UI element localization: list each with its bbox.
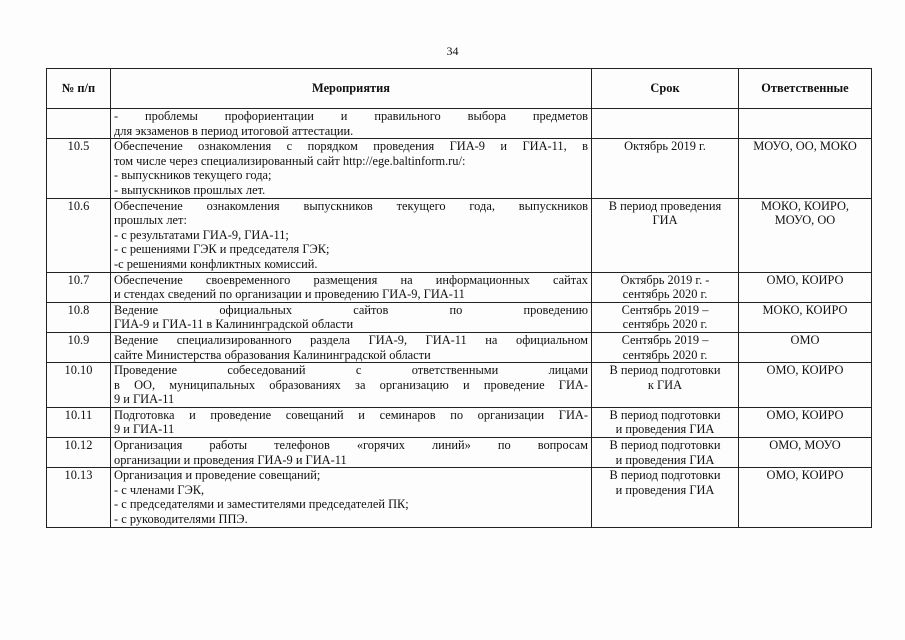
event-line: том числе через специализированный сайт http://ege.baltinform.ru/: xyxy=(114,153,466,168)
deadline-cell xyxy=(592,109,739,139)
deadline-cell xyxy=(592,272,739,302)
row-number: 10.5 xyxy=(47,139,111,198)
responsible-line: ОМО, КОИРО xyxy=(766,363,844,378)
deadline-cell xyxy=(592,198,739,272)
table-row xyxy=(47,302,872,332)
event-cell xyxy=(111,332,592,362)
responsible-cell xyxy=(739,139,872,198)
event-line: - с решениями ГЭК и председателя ГЭК; xyxy=(114,242,330,257)
event-line: ГИА-9 и ГИА-11 в Калининградской области xyxy=(114,317,354,332)
event-line: организации и проведения ГИА-9 и ГИА-11 xyxy=(114,452,347,467)
row-number: 10.10 xyxy=(47,363,111,408)
event-cell xyxy=(111,302,592,332)
table-row xyxy=(47,438,872,468)
deadline-cell xyxy=(592,139,739,198)
deadline-cell xyxy=(592,407,739,437)
table-row xyxy=(47,272,872,302)
responsible-line: ОМО, КОИРО xyxy=(766,468,844,483)
event-line: - с руководителями ППЭ. xyxy=(114,512,248,527)
event-cell xyxy=(111,363,592,408)
responsible-cell xyxy=(739,302,872,332)
event-line: для экзаменов в период итоговой аттестации. xyxy=(114,123,354,138)
responsible-line: МОКО, КОИРО xyxy=(762,302,848,317)
responsible-line: МОУО, ОО, МОКО xyxy=(753,139,857,154)
table-row xyxy=(47,109,872,139)
event-cell xyxy=(111,407,592,437)
deadline-line: В период проведения xyxy=(608,198,722,213)
row-number xyxy=(47,109,111,139)
event-line: - выпускников текущего года; xyxy=(114,168,272,183)
responsible-cell xyxy=(739,407,872,437)
header-responsible: Ответственные xyxy=(739,69,872,109)
table-row xyxy=(47,139,872,198)
event-line: 9 и ГИА-11 xyxy=(114,392,175,407)
responsible-cell xyxy=(739,198,872,272)
event-line: Ведение специализированного раздела ГИА-9, ГИА-11 на официальном xyxy=(114,332,588,347)
responsible-cell xyxy=(739,272,872,302)
event-line: и стендах сведений по организации и проведению ГИА-9, ГИА-11 xyxy=(114,287,465,302)
page-number: 34 xyxy=(446,44,459,58)
table-header-row xyxy=(47,69,872,109)
responsible-line: МОУО, ОО xyxy=(774,213,836,228)
responsible-line: ОМО, КОИРО xyxy=(766,407,844,422)
deadline-line: Октябрь 2019 г. xyxy=(624,139,706,154)
deadline-line: В период подготовки xyxy=(609,407,721,422)
responsible-cell xyxy=(739,332,872,362)
row-number: 10.8 xyxy=(47,302,111,332)
deadline-cell xyxy=(592,363,739,408)
table-row xyxy=(47,198,872,272)
deadline-cell xyxy=(592,302,739,332)
event-line: Организация работы телефонов «горячих линий» по вопросам xyxy=(114,438,588,453)
responsible-line: ОМО, КОИРО xyxy=(766,272,844,287)
event-line: -с решениями конфликтных комиссий. xyxy=(114,256,318,271)
responsible-line: ОМО, МОУО xyxy=(769,438,841,453)
event-line: - выпускников прошлых лет. xyxy=(114,182,266,197)
table-row xyxy=(47,407,872,437)
event-line: - с председателями и заместителями председателей ПК; xyxy=(114,497,409,512)
header-event: Мероприятия xyxy=(111,69,592,109)
responsible-cell xyxy=(739,363,872,408)
event-line: - с членами ГЭК, xyxy=(114,482,205,497)
deadline-line: и проведения ГИА xyxy=(615,482,715,497)
row-number: 10.9 xyxy=(47,332,111,362)
event-line: прошлых лет: xyxy=(114,213,187,228)
deadline-cell xyxy=(592,332,739,362)
responsible-line: ОМО xyxy=(790,332,820,347)
event-line: Обеспечение ознакомления с порядком проведения ГИА-9 и ГИА-11, в xyxy=(114,139,588,154)
deadline-cell xyxy=(592,438,739,468)
row-number: 10.12 xyxy=(47,438,111,468)
responsible-cell xyxy=(739,468,872,527)
deadline-line: ГИА xyxy=(652,213,678,228)
event-line: Организация и проведение совещаний; xyxy=(114,468,321,483)
event-cell xyxy=(111,109,592,139)
deadline-line: В период подготовки xyxy=(609,363,721,378)
event-cell xyxy=(111,468,592,527)
event-line: Ведение официальных сайтов по проведению xyxy=(114,302,588,317)
event-line: Подготовка и проведение совещаний и семинаров по организации ГИА- xyxy=(114,407,588,422)
deadline-line: Октябрь 2019 г. - xyxy=(620,272,710,287)
event-line: 9 и ГИА-11 xyxy=(114,422,175,437)
event-cell xyxy=(111,272,592,302)
deadline-line: сентябрь 2020 г. xyxy=(622,347,708,362)
responsible-cell xyxy=(739,109,872,139)
events-table xyxy=(46,68,872,528)
responsible-cell xyxy=(739,438,872,468)
header-deadline: Срок xyxy=(592,69,739,109)
row-number: 10.11 xyxy=(47,407,111,437)
deadline-line: сентябрь 2020 г. xyxy=(622,317,708,332)
row-number: 10.13 xyxy=(47,468,111,527)
deadline-line: Сентябрь 2019 – xyxy=(621,302,709,317)
deadline-line: Сентябрь 2019 – xyxy=(621,332,709,347)
deadline-line: В период подготовки xyxy=(609,438,721,453)
header-num: № п/п xyxy=(47,69,111,109)
event-line: сайте Министерства образования Калининградской области xyxy=(114,347,431,362)
table-row xyxy=(47,363,872,408)
event-cell xyxy=(111,198,592,272)
deadline-line: сентябрь 2020 г. xyxy=(622,287,708,302)
table-row xyxy=(47,332,872,362)
event-line: Обеспечение ознакомления выпускников текущего года, выпускников xyxy=(114,198,588,213)
event-cell xyxy=(111,438,592,468)
deadline-line: и проведения ГИА xyxy=(615,422,715,437)
deadline-line: В период подготовки xyxy=(609,468,721,483)
table-body xyxy=(47,109,872,528)
row-number: 10.7 xyxy=(47,272,111,302)
deadline-line: и проведения ГИА xyxy=(615,452,715,467)
row-number: 10.6 xyxy=(47,198,111,272)
event-line: в ОО, муниципальных образованиях за организацию и проведение ГИА- xyxy=(114,377,588,392)
responsible-line: МОКО, КОИРО, xyxy=(760,198,849,213)
event-line: Обеспечение своевременного размещения на информационных сайтах xyxy=(114,272,588,287)
event-cell xyxy=(111,139,592,198)
table-row xyxy=(47,468,872,527)
event-line: Проведение собеседований с ответственными лицами xyxy=(114,363,588,378)
deadline-cell xyxy=(592,468,739,527)
event-line: - с результатами ГИА-9, ГИА-11; xyxy=(114,227,289,242)
event-line: - проблемы профориентации и правильного выбора предметов xyxy=(114,109,588,123)
deadline-line: к ГИА xyxy=(647,377,683,392)
